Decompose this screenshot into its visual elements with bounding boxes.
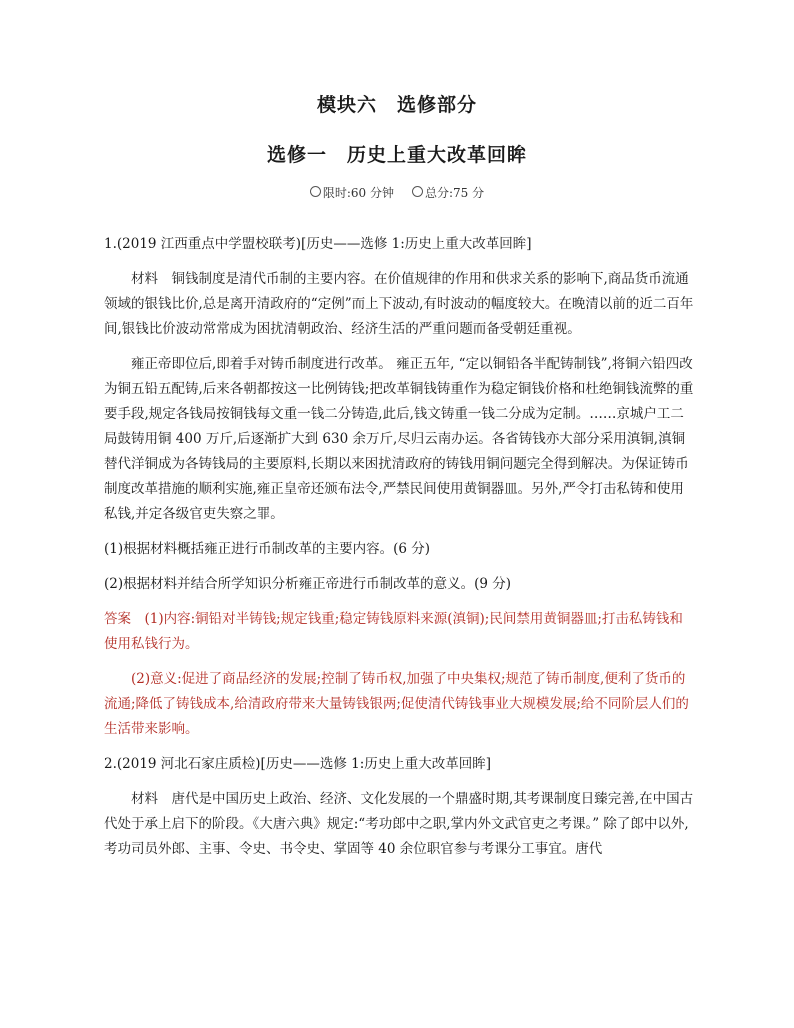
section-title: 选修一 历史上重大改革回眸 <box>266 144 527 166</box>
question-1-material-para-1: 材料 铜钱制度是清代币制的主要内容。在价值规律的作用和供求关系的影响下,商品货币流通领域的银钱比价,总是离开清政府的“定例”而上下波动,有时波动的幅度较大。在晚清以前的近二百年间,银钱比价波动常常成为困扰清朝政治、经济生活的严重问题而备受朝廷重视。 <box>104 271 694 337</box>
question-2-material-para-1: 材料 唐代是中国历史上政治、经济、文化发展的一个鼎盛时期,其考课制度日臻完善,在中国古代处于承上启下的阶段。《大唐六典》规定:“考功郎中之职,掌内外文武官吏之考课。” 除了郎中以外,考功司员外郎、主事、令史、书令史、掌固等 40 余位职官参与考课分工事宜。唐代 <box>104 791 694 857</box>
total-score: 总分:75 分 <box>425 186 485 200</box>
module-title: 模块六 选修部分 <box>316 94 477 116</box>
question-1-sub-2: (2)根据材料并结合所学知识分析雍正帝进行币制改革的意义。(9 分) <box>104 576 512 592</box>
question-2-head: 2.(2019 河北石家庄质检)[历史——选修 1:历史上重大改革回眸] <box>104 756 492 772</box>
questions-body <box>104 232 696 862</box>
score-icon <box>412 186 423 197</box>
question-1-sub-1: (1)根据材料概括雍正进行币制改革的主要内容。(6 分) <box>104 541 431 557</box>
question-1-answer-1: 答案 (1)内容:铜铅对半铸钱;规定钱重;稳定铸钱原料来源(滇铜);民间禁用黄铜器皿;打击私铸钱和使用私钱行为。 <box>104 611 683 652</box>
question-1-material-para-2: 雍正帝即位后,即着手对铸币制度进行改革。 雍正五年, “定以铜铅各半配铸制钱”,将铜六铅四改为铜五铅五配铸,后来各朝都按这一比例铸钱;把改革铜钱铸重作为稳定铜钱价格和杜绝铜钱流弊的重要手段,规定各钱局按铜钱每文重一钱二分铸造,此后,钱文铸重一钱二分成为定制。……京城户工二局鼓铸用铜 400 万斤,后逐渐扩大到 630 余万斤,尽归云南办运。各省铸钱亦大部分采用滇铜,滇铜替代洋铜成为各铸钱局的主要原料,长期以来困扰清政府的铸钱用铜问题完全得到解决。为保证铸币制度改革措施的顺利实施,雍正皇帝还颁布法令,严禁民间使用黄铜器皿。另外,严令打击私铸和使用私钱,并定各级官吏失察之罪。 <box>104 356 694 522</box>
exam-meta <box>0 184 794 201</box>
time-limit: 限时:60 分钟 <box>322 186 394 200</box>
question-1-head: 1.(2019 江西重点中学盟校联考)[历史——选修 1:历史上重大改革回眸] <box>104 236 532 252</box>
question-1-answer-2: (2)意义:促进了商品经济的发展;控制了铸币权,加强了中央集权;规范了铸币制度,便利了货币的流通;降低了铸钱成本,给清政府带来大量铸钱银两;促使清代铸钱事业大规模发展;给不同阶层人们的生活带来影响。 <box>104 671 689 737</box>
clock-icon <box>310 186 321 197</box>
